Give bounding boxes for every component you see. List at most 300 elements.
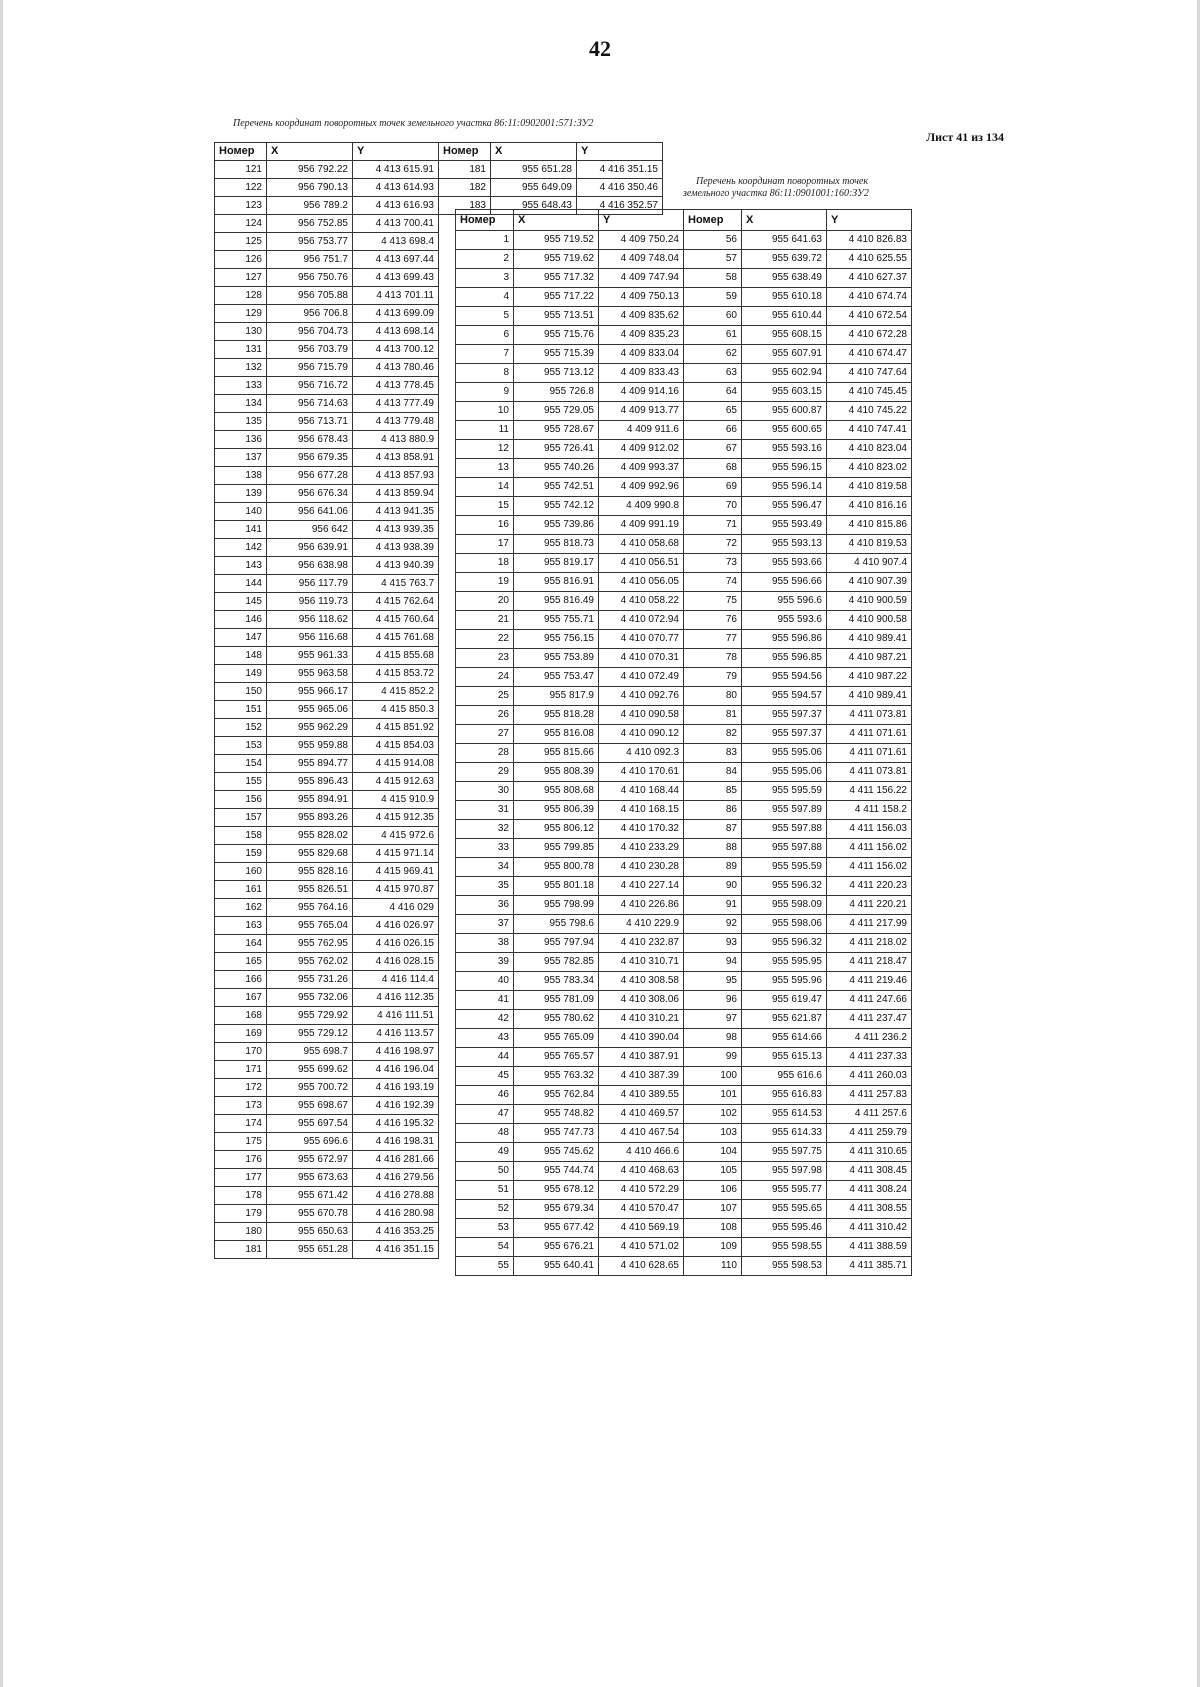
table-row bbox=[215, 161, 439, 179]
point-number: 181 bbox=[439, 161, 491, 179]
x-coordinate: 955 597.88 bbox=[742, 839, 827, 858]
header-number: Номер bbox=[215, 143, 267, 161]
y-coordinate: 4 410 745.45 bbox=[827, 383, 912, 402]
x-coordinate: 955 732.06 bbox=[267, 989, 353, 1007]
x-coordinate: 955 649.09 bbox=[491, 179, 577, 197]
table-row bbox=[456, 687, 912, 706]
y-coordinate: 4 411 257.6 bbox=[827, 1105, 912, 1124]
x-coordinate: 955 594.56 bbox=[742, 668, 827, 687]
table-row bbox=[456, 972, 912, 991]
point-number: 104 bbox=[684, 1143, 742, 1162]
x-coordinate: 955 610.44 bbox=[742, 307, 827, 326]
x-coordinate: 955 801.18 bbox=[514, 877, 599, 896]
x-coordinate: 955 816.49 bbox=[514, 592, 599, 611]
x-coordinate: 955 739.86 bbox=[514, 516, 599, 535]
y-coordinate: 4 415 912.63 bbox=[353, 773, 439, 791]
point-number: 146 bbox=[215, 611, 267, 629]
point-number: 182 bbox=[439, 179, 491, 197]
x-coordinate: 955 966.17 bbox=[267, 683, 353, 701]
x-coordinate: 955 671.42 bbox=[267, 1187, 353, 1205]
x-coordinate: 955 616.83 bbox=[742, 1086, 827, 1105]
x-coordinate: 955 762.84 bbox=[514, 1086, 599, 1105]
table-row bbox=[456, 1048, 912, 1067]
point-number: 84 bbox=[684, 763, 742, 782]
x-coordinate: 955 798.6 bbox=[514, 915, 599, 934]
table-row bbox=[215, 773, 439, 791]
point-number: 107 bbox=[684, 1200, 742, 1219]
x-coordinate: 955 595.59 bbox=[742, 782, 827, 801]
point-number: 10 bbox=[456, 402, 514, 421]
y-coordinate: 4 416 112.35 bbox=[353, 989, 439, 1007]
x-coordinate: 955 719.52 bbox=[514, 231, 599, 250]
y-coordinate: 4 410 170.61 bbox=[599, 763, 684, 782]
y-coordinate: 4 411 310.42 bbox=[827, 1219, 912, 1238]
y-coordinate: 4 410 989.41 bbox=[827, 630, 912, 649]
table-row bbox=[215, 863, 439, 881]
x-coordinate: 955 829.68 bbox=[267, 845, 353, 863]
x-coordinate: 955 713.51 bbox=[514, 307, 599, 326]
x-coordinate: 956 716.72 bbox=[267, 377, 353, 395]
y-coordinate: 4 409 750.24 bbox=[599, 231, 684, 250]
y-coordinate: 4 410 628.65 bbox=[599, 1257, 684, 1276]
x-coordinate: 955 670.78 bbox=[267, 1205, 353, 1223]
point-number: 6 bbox=[456, 326, 514, 345]
y-coordinate: 4 415 853.72 bbox=[353, 665, 439, 683]
x-coordinate: 955 698.7 bbox=[267, 1043, 353, 1061]
x-coordinate: 955 740.26 bbox=[514, 459, 599, 478]
point-number: 51 bbox=[456, 1181, 514, 1200]
y-coordinate: 4 410 672.28 bbox=[827, 326, 912, 345]
table-row bbox=[456, 1124, 912, 1143]
x-coordinate: 955 672.97 bbox=[267, 1151, 353, 1169]
point-number: 105 bbox=[684, 1162, 742, 1181]
y-coordinate: 4 410 232.87 bbox=[599, 934, 684, 953]
table-row bbox=[215, 1079, 439, 1097]
table-row bbox=[456, 364, 912, 383]
page-number: 42 bbox=[589, 36, 611, 61]
x-coordinate: 955 596.32 bbox=[742, 934, 827, 953]
y-coordinate: 4 413 697.44 bbox=[353, 251, 439, 269]
point-number: 38 bbox=[456, 934, 514, 953]
y-coordinate: 4 411 308.55 bbox=[827, 1200, 912, 1219]
x-coordinate: 955 596.15 bbox=[742, 459, 827, 478]
point-number: 96 bbox=[684, 991, 742, 1010]
header-number: Номер bbox=[684, 210, 742, 231]
header-number: Номер bbox=[439, 143, 491, 161]
coordinates-table-zu2-b bbox=[438, 142, 663, 215]
y-coordinate: 4 416 029 bbox=[353, 899, 439, 917]
caption-right-line2: земельного участка 86:11:0901001:160:ЗУ2 bbox=[683, 188, 869, 199]
point-number: 45 bbox=[456, 1067, 514, 1086]
y-coordinate: 4 411 388.59 bbox=[827, 1238, 912, 1257]
point-number: 64 bbox=[684, 383, 742, 402]
x-coordinate: 955 651.28 bbox=[267, 1241, 353, 1259]
x-coordinate: 955 753.89 bbox=[514, 649, 599, 668]
y-coordinate: 4 415 850.3 bbox=[353, 701, 439, 719]
table-row bbox=[215, 593, 439, 611]
x-coordinate: 955 806.39 bbox=[514, 801, 599, 820]
y-coordinate: 4 410 469.57 bbox=[599, 1105, 684, 1124]
caption-right-line1: Перечень координат поворотных точек bbox=[696, 176, 869, 187]
point-number: 81 bbox=[684, 706, 742, 725]
point-number: 168 bbox=[215, 1007, 267, 1025]
table-row bbox=[456, 497, 912, 516]
point-number: 18 bbox=[456, 554, 514, 573]
x-coordinate: 955 673.63 bbox=[267, 1169, 353, 1187]
y-coordinate: 4 410 900.58 bbox=[827, 611, 912, 630]
y-coordinate: 4 416 279.56 bbox=[353, 1169, 439, 1187]
x-coordinate: 955 597.88 bbox=[742, 820, 827, 839]
x-coordinate: 955 651.28 bbox=[491, 161, 577, 179]
table-row bbox=[456, 763, 912, 782]
y-coordinate: 4 410 572.29 bbox=[599, 1181, 684, 1200]
point-number: 48 bbox=[456, 1124, 514, 1143]
x-coordinate: 955 816.91 bbox=[514, 573, 599, 592]
caption-left: Перечень координат поворотных точек земельного участка 86:11:0902001:571:ЗУ2 bbox=[233, 118, 594, 129]
table-row bbox=[456, 649, 912, 668]
x-coordinate: 955 593.13 bbox=[742, 535, 827, 554]
point-number: 155 bbox=[215, 773, 267, 791]
y-coordinate: 4 411 218.47 bbox=[827, 953, 912, 972]
x-coordinate: 955 621.87 bbox=[742, 1010, 827, 1029]
y-coordinate: 4 409 914.16 bbox=[599, 383, 684, 402]
table-row bbox=[456, 1105, 912, 1124]
x-coordinate: 955 731.26 bbox=[267, 971, 353, 989]
point-number: 27 bbox=[456, 725, 514, 744]
point-number: 94 bbox=[684, 953, 742, 972]
x-coordinate: 955 614.33 bbox=[742, 1124, 827, 1143]
header-number: Номер bbox=[456, 210, 514, 231]
y-coordinate: 4 416 281.66 bbox=[353, 1151, 439, 1169]
x-coordinate: 955 798.99 bbox=[514, 896, 599, 915]
table-row bbox=[215, 1169, 439, 1187]
x-coordinate: 955 595.77 bbox=[742, 1181, 827, 1200]
y-coordinate: 4 413 777.49 bbox=[353, 395, 439, 413]
table-row bbox=[215, 1025, 439, 1043]
header-x: X bbox=[514, 210, 599, 231]
x-coordinate: 955 762.02 bbox=[267, 953, 353, 971]
x-coordinate: 955 596.86 bbox=[742, 630, 827, 649]
x-coordinate: 955 896.43 bbox=[267, 773, 353, 791]
table-row bbox=[456, 725, 912, 744]
point-number: 134 bbox=[215, 395, 267, 413]
point-number: 49 bbox=[456, 1143, 514, 1162]
point-number: 40 bbox=[456, 972, 514, 991]
y-coordinate: 4 410 308.06 bbox=[599, 991, 684, 1010]
table-row bbox=[215, 647, 439, 665]
point-number: 78 bbox=[684, 649, 742, 668]
point-number: 158 bbox=[215, 827, 267, 845]
point-number: 147 bbox=[215, 629, 267, 647]
point-number: 86 bbox=[684, 801, 742, 820]
y-coordinate: 4 416 198.31 bbox=[353, 1133, 439, 1151]
table-row bbox=[456, 1010, 912, 1029]
point-number: 25 bbox=[456, 687, 514, 706]
x-coordinate: 955 826.51 bbox=[267, 881, 353, 899]
y-coordinate: 4 411 260.03 bbox=[827, 1067, 912, 1086]
y-coordinate: 4 410 168.15 bbox=[599, 801, 684, 820]
table-row bbox=[456, 839, 912, 858]
table-row bbox=[215, 341, 439, 359]
y-coordinate: 4 410 092.3 bbox=[599, 744, 684, 763]
y-coordinate: 4 409 913.77 bbox=[599, 402, 684, 421]
point-number: 138 bbox=[215, 467, 267, 485]
point-number: 151 bbox=[215, 701, 267, 719]
x-coordinate: 955 894.91 bbox=[267, 791, 353, 809]
y-coordinate: 4 413 779.48 bbox=[353, 413, 439, 431]
table-row bbox=[456, 592, 912, 611]
y-coordinate: 4 413 615.91 bbox=[353, 161, 439, 179]
table-row bbox=[215, 359, 439, 377]
x-coordinate: 956 706.8 bbox=[267, 305, 353, 323]
x-coordinate: 955 815.66 bbox=[514, 744, 599, 763]
point-number: 109 bbox=[684, 1238, 742, 1257]
point-number: 36 bbox=[456, 896, 514, 915]
point-number: 37 bbox=[456, 915, 514, 934]
point-number: 183 bbox=[439, 197, 491, 215]
point-number: 139 bbox=[215, 485, 267, 503]
coordinates-table-160-zu2 bbox=[455, 209, 912, 1276]
x-coordinate: 955 783.34 bbox=[514, 972, 599, 991]
x-coordinate: 955 729.92 bbox=[267, 1007, 353, 1025]
table-row bbox=[215, 1007, 439, 1025]
x-coordinate: 955 764.16 bbox=[267, 899, 353, 917]
y-coordinate: 4 413 698.14 bbox=[353, 323, 439, 341]
point-number: 73 bbox=[684, 554, 742, 573]
table-row bbox=[215, 917, 439, 935]
x-coordinate: 955 608.15 bbox=[742, 326, 827, 345]
point-number: 123 bbox=[215, 197, 267, 215]
y-coordinate: 4 410 070.77 bbox=[599, 630, 684, 649]
y-coordinate: 4 411 259.79 bbox=[827, 1124, 912, 1143]
x-coordinate: 956 751.7 bbox=[267, 251, 353, 269]
y-coordinate: 4 411 156.02 bbox=[827, 858, 912, 877]
y-coordinate: 4 410 672.54 bbox=[827, 307, 912, 326]
table-row bbox=[215, 485, 439, 503]
point-number: 157 bbox=[215, 809, 267, 827]
y-coordinate: 4 415 761.68 bbox=[353, 629, 439, 647]
point-number: 142 bbox=[215, 539, 267, 557]
table-row bbox=[215, 935, 439, 953]
x-coordinate: 955 699.62 bbox=[267, 1061, 353, 1079]
point-number: 23 bbox=[456, 649, 514, 668]
y-coordinate: 4 416 026.15 bbox=[353, 935, 439, 953]
table-row bbox=[215, 899, 439, 917]
x-coordinate: 955 650.63 bbox=[267, 1223, 353, 1241]
table-row bbox=[215, 665, 439, 683]
point-number: 57 bbox=[684, 250, 742, 269]
table-row bbox=[215, 269, 439, 287]
header-x: X bbox=[491, 143, 577, 161]
point-number: 4 bbox=[456, 288, 514, 307]
x-coordinate: 956 679.35 bbox=[267, 449, 353, 467]
table-row bbox=[215, 845, 439, 863]
y-coordinate: 4 410 387.91 bbox=[599, 1048, 684, 1067]
x-coordinate: 956 713.71 bbox=[267, 413, 353, 431]
point-number: 132 bbox=[215, 359, 267, 377]
y-coordinate: 4 410 390.04 bbox=[599, 1029, 684, 1048]
y-coordinate: 4 416 351.15 bbox=[353, 1241, 439, 1259]
point-number: 179 bbox=[215, 1205, 267, 1223]
x-coordinate: 955 641.63 bbox=[742, 231, 827, 250]
point-number: 136 bbox=[215, 431, 267, 449]
table-row bbox=[456, 326, 912, 345]
point-number: 46 bbox=[456, 1086, 514, 1105]
table-row bbox=[456, 535, 912, 554]
point-number: 17 bbox=[456, 535, 514, 554]
y-coordinate: 4 411 156.02 bbox=[827, 839, 912, 858]
y-coordinate: 4 416 113.57 bbox=[353, 1025, 439, 1043]
point-number: 59 bbox=[684, 288, 742, 307]
x-coordinate: 956 705.88 bbox=[267, 287, 353, 305]
y-coordinate: 4 410 230.28 bbox=[599, 858, 684, 877]
table-row bbox=[215, 719, 439, 737]
y-coordinate: 4 413 698.4 bbox=[353, 233, 439, 251]
table-row bbox=[456, 630, 912, 649]
point-number: 50 bbox=[456, 1162, 514, 1181]
x-coordinate: 955 596.85 bbox=[742, 649, 827, 668]
y-coordinate: 4 410 387.39 bbox=[599, 1067, 684, 1086]
x-coordinate: 956 642 bbox=[267, 521, 353, 539]
table-row bbox=[215, 233, 439, 251]
table-row bbox=[215, 557, 439, 575]
x-coordinate: 955 818.73 bbox=[514, 535, 599, 554]
y-coordinate: 4 410 571.02 bbox=[599, 1238, 684, 1257]
table-row bbox=[456, 421, 912, 440]
point-number: 178 bbox=[215, 1187, 267, 1205]
table-row bbox=[439, 179, 663, 197]
y-coordinate: 4 409 748.04 bbox=[599, 250, 684, 269]
point-number: 13 bbox=[456, 459, 514, 478]
point-number: 154 bbox=[215, 755, 267, 773]
x-coordinate: 955 742.12 bbox=[514, 497, 599, 516]
x-coordinate: 955 595.65 bbox=[742, 1200, 827, 1219]
table-row bbox=[215, 1241, 439, 1259]
x-coordinate: 955 717.32 bbox=[514, 269, 599, 288]
point-number: 66 bbox=[684, 421, 742, 440]
y-coordinate: 4 415 851.92 bbox=[353, 719, 439, 737]
x-coordinate: 955 808.39 bbox=[514, 763, 599, 782]
table-row bbox=[456, 820, 912, 839]
point-number: 28 bbox=[456, 744, 514, 763]
point-number: 131 bbox=[215, 341, 267, 359]
table-header-row bbox=[215, 143, 439, 161]
table-row bbox=[456, 1219, 912, 1238]
y-coordinate: 4 416 192.39 bbox=[353, 1097, 439, 1115]
sheet-label: Лист 41 из 134 bbox=[926, 130, 1004, 144]
y-coordinate: 4 416 351.15 bbox=[577, 161, 663, 179]
y-coordinate: 4 409 993.37 bbox=[599, 459, 684, 478]
table-row bbox=[215, 197, 439, 215]
x-coordinate: 955 596.6 bbox=[742, 592, 827, 611]
y-coordinate: 4 413 616.93 bbox=[353, 197, 439, 215]
table-row bbox=[215, 755, 439, 773]
y-coordinate: 4 410 310.21 bbox=[599, 1010, 684, 1029]
y-coordinate: 4 416 028.15 bbox=[353, 953, 439, 971]
point-number: 33 bbox=[456, 839, 514, 858]
y-coordinate: 4 410 570.47 bbox=[599, 1200, 684, 1219]
x-coordinate: 955 597.37 bbox=[742, 706, 827, 725]
point-number: 93 bbox=[684, 934, 742, 953]
x-coordinate: 955 593.16 bbox=[742, 440, 827, 459]
x-coordinate: 956 753.77 bbox=[267, 233, 353, 251]
y-coordinate: 4 409 911.6 bbox=[599, 421, 684, 440]
scan-edge-left bbox=[0, 0, 3, 1687]
table-row bbox=[215, 1115, 439, 1133]
point-number: 22 bbox=[456, 630, 514, 649]
x-coordinate: 955 817.9 bbox=[514, 687, 599, 706]
point-number: 12 bbox=[456, 440, 514, 459]
point-number: 21 bbox=[456, 611, 514, 630]
table-row bbox=[456, 459, 912, 478]
y-coordinate: 4 410 072.94 bbox=[599, 611, 684, 630]
point-number: 164 bbox=[215, 935, 267, 953]
y-coordinate: 4 413 614.93 bbox=[353, 179, 439, 197]
y-coordinate: 4 415 763.7 bbox=[353, 575, 439, 593]
table-row bbox=[215, 449, 439, 467]
x-coordinate: 956 117.79 bbox=[267, 575, 353, 593]
point-number: 32 bbox=[456, 820, 514, 839]
header-y: Y bbox=[353, 143, 439, 161]
y-coordinate: 4 409 750.13 bbox=[599, 288, 684, 307]
x-coordinate: 955 816.08 bbox=[514, 725, 599, 744]
x-coordinate: 955 593.49 bbox=[742, 516, 827, 535]
y-coordinate: 4 413 938.39 bbox=[353, 539, 439, 557]
table-row bbox=[215, 521, 439, 539]
table-row bbox=[215, 503, 439, 521]
x-coordinate: 956 677.28 bbox=[267, 467, 353, 485]
table-row bbox=[456, 782, 912, 801]
x-coordinate: 955 894.77 bbox=[267, 755, 353, 773]
y-coordinate: 4 415 912.35 bbox=[353, 809, 439, 827]
table-row bbox=[215, 251, 439, 269]
x-coordinate: 955 698.67 bbox=[267, 1097, 353, 1115]
point-number: 1 bbox=[456, 231, 514, 250]
point-number: 152 bbox=[215, 719, 267, 737]
point-number: 74 bbox=[684, 573, 742, 592]
x-coordinate: 955 600.87 bbox=[742, 402, 827, 421]
table-row bbox=[215, 1151, 439, 1169]
table-row bbox=[215, 179, 439, 197]
y-coordinate: 4 410 168.44 bbox=[599, 782, 684, 801]
x-coordinate: 956 676.34 bbox=[267, 485, 353, 503]
y-coordinate: 4 413 880.9 bbox=[353, 431, 439, 449]
point-number: 91 bbox=[684, 896, 742, 915]
y-coordinate: 4 416 353.25 bbox=[353, 1223, 439, 1241]
x-coordinate: 955 610.18 bbox=[742, 288, 827, 307]
y-coordinate: 4 413 939.35 bbox=[353, 521, 439, 539]
x-coordinate: 955 763.32 bbox=[514, 1067, 599, 1086]
y-coordinate: 4 410 625.55 bbox=[827, 250, 912, 269]
y-coordinate: 4 410 090.12 bbox=[599, 725, 684, 744]
point-number: 161 bbox=[215, 881, 267, 899]
point-number: 153 bbox=[215, 737, 267, 755]
table-row bbox=[456, 554, 912, 573]
point-number: 44 bbox=[456, 1048, 514, 1067]
x-coordinate: 955 597.89 bbox=[742, 801, 827, 820]
point-number: 156 bbox=[215, 791, 267, 809]
point-number: 89 bbox=[684, 858, 742, 877]
x-coordinate: 955 614.53 bbox=[742, 1105, 827, 1124]
x-coordinate: 955 744.74 bbox=[514, 1162, 599, 1181]
point-number: 133 bbox=[215, 377, 267, 395]
table-row bbox=[215, 791, 439, 809]
header-x: X bbox=[742, 210, 827, 231]
table-row bbox=[215, 881, 439, 899]
y-coordinate: 4 410 092.76 bbox=[599, 687, 684, 706]
x-coordinate: 955 697.54 bbox=[267, 1115, 353, 1133]
y-coordinate: 4 415 970.87 bbox=[353, 881, 439, 899]
